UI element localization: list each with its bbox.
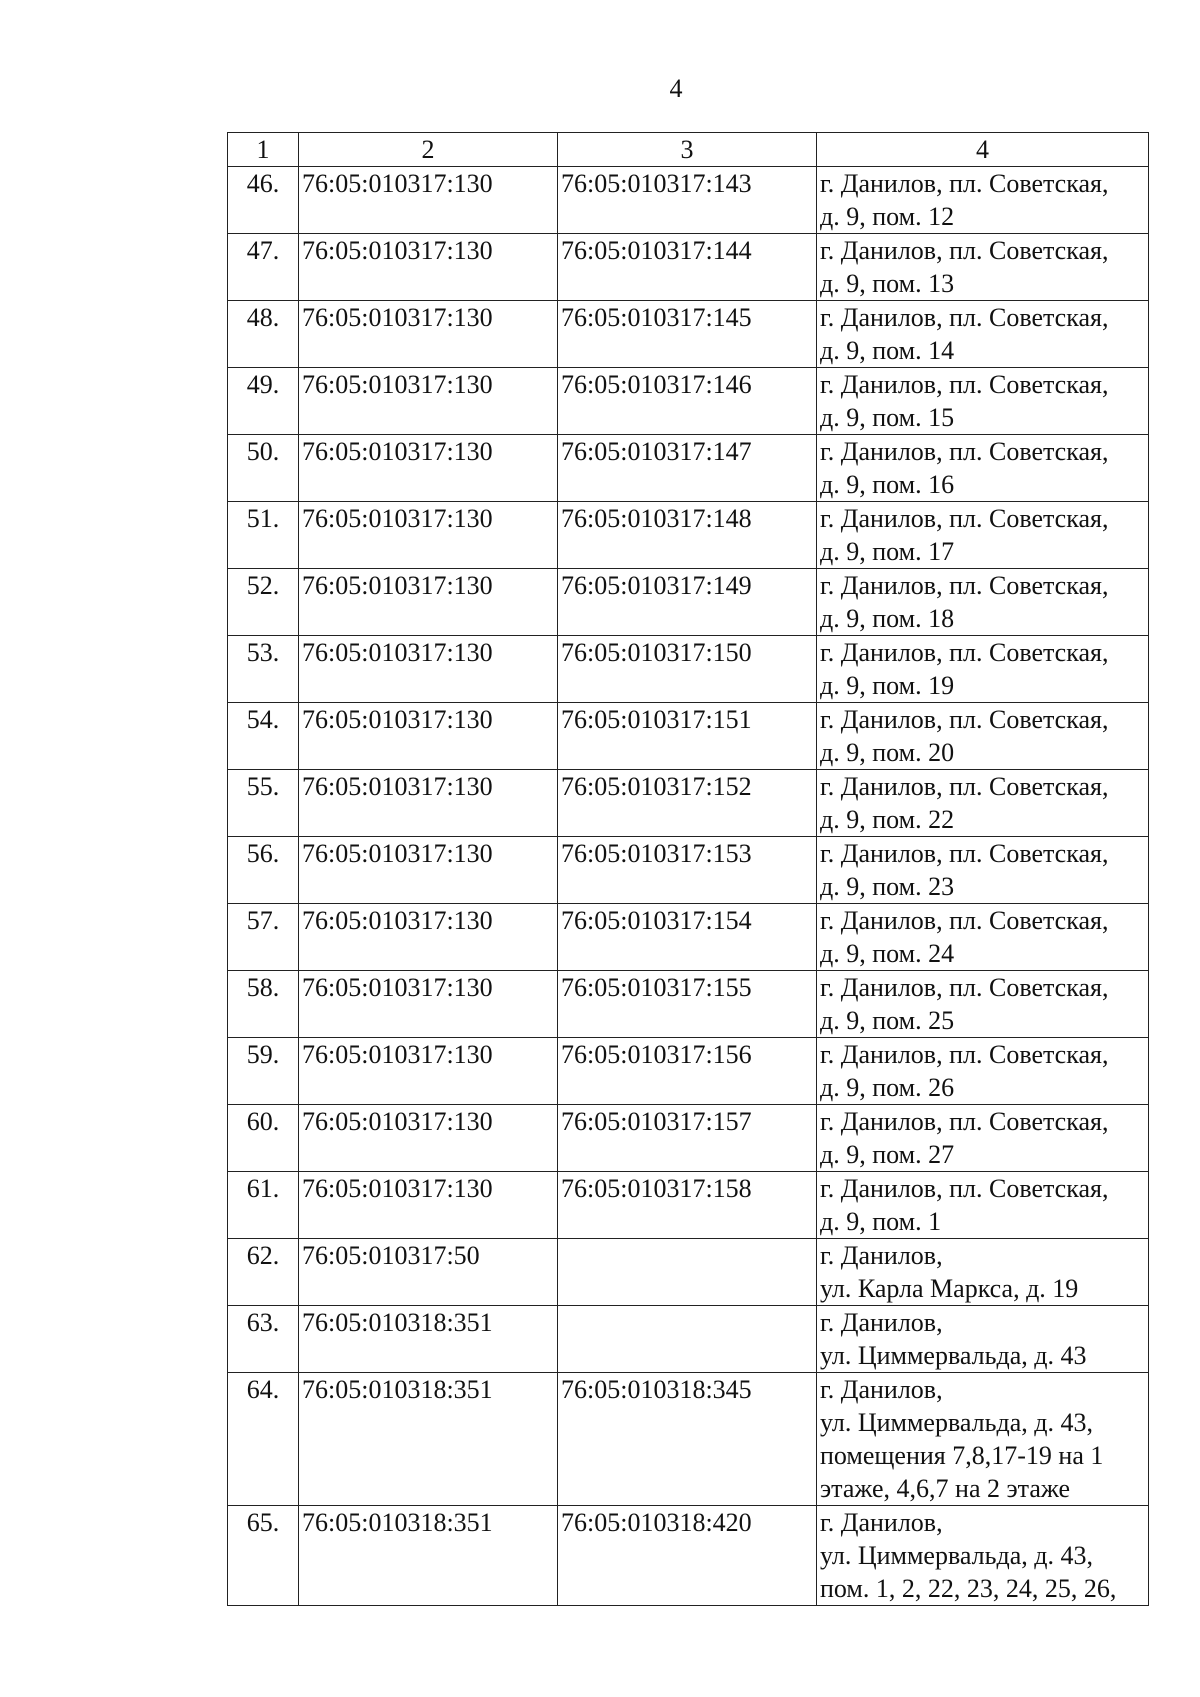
cadastral-number-cell: 76:05:010317:130	[299, 368, 558, 435]
row-number-cell: 60.	[228, 1105, 299, 1172]
table-row	[228, 502, 1149, 569]
cadastral-number-cell: 76:05:010317:130	[299, 569, 558, 636]
address-line: д. 9, пом. 25	[820, 1006, 955, 1035]
premises-cadastral-number-cell: 76:05:010317:148	[558, 502, 817, 569]
row-number-cell: 53.	[228, 636, 299, 703]
address-line: г. Данилов,	[820, 1241, 943, 1270]
address-cell	[817, 770, 1149, 837]
address-line: пом. 1, 2, 22, 23, 24, 25, 26,	[820, 1574, 1117, 1603]
address-line: д. 9, пом. 14	[820, 336, 955, 365]
premises-cadastral-number-cell: 76:05:010317:158	[558, 1172, 817, 1239]
premises-cadastral-number-cell: 76:05:010317:155	[558, 971, 817, 1038]
table-row	[228, 1239, 1149, 1306]
address-line: г. Данилов, пл. Советская,	[820, 236, 1109, 265]
address-cell	[817, 435, 1149, 502]
cadastral-number-cell: 76:05:010317:130	[299, 502, 558, 569]
cadastral-number-cell: 76:05:010317:130	[299, 904, 558, 971]
cadastral-number-cell: 76:05:010318:351	[299, 1306, 558, 1373]
address-line: г. Данилов, пл. Советская,	[820, 1107, 1109, 1136]
table-row	[228, 837, 1149, 904]
address-line: помещения 7,8,17-19 на 1	[820, 1441, 1104, 1470]
address-line: д. 9, пом. 23	[820, 872, 955, 901]
table-row	[228, 301, 1149, 368]
address-line: г. Данилов, пл. Советская,	[820, 839, 1109, 868]
table-row	[228, 1105, 1149, 1172]
address-line: г. Данилов, пл. Советская,	[820, 169, 1109, 198]
row-number-cell: 54.	[228, 703, 299, 770]
table-row	[228, 1172, 1149, 1239]
page-number: 4	[669, 74, 683, 103]
premises-cadastral-number-cell: 76:05:010317:157	[558, 1105, 817, 1172]
cadastral-number-cell: 76:05:010317:130	[299, 971, 558, 1038]
table-row	[228, 1506, 1149, 1606]
cadastral-number-cell: 76:05:010317:130	[299, 703, 558, 770]
address-line: д. 9, пом. 12	[820, 202, 955, 231]
address-line: д. 9, пом. 24	[820, 939, 955, 968]
row-number-cell: 46.	[228, 167, 299, 234]
address-line: г. Данилов, пл. Советская,	[820, 437, 1109, 466]
address-line: ул. Карла Маркса, д. 19	[820, 1274, 1079, 1303]
address-line: д. 9, пом. 26	[820, 1073, 955, 1102]
address-line: д. 9, пом. 22	[820, 805, 955, 834]
cadastral-number-cell: 76:05:010317:130	[299, 435, 558, 502]
address-line: ул. Циммервальда, д. 43,	[820, 1408, 1093, 1437]
table-row	[228, 167, 1149, 234]
address-cell	[817, 636, 1149, 703]
address-line: д. 9, пом. 16	[820, 470, 955, 499]
address-line: г. Данилов, пл. Советская,	[820, 571, 1109, 600]
cadastral-number-cell: 76:05:010318:351	[299, 1373, 558, 1506]
cadastral-number-cell: 76:05:010317:130	[299, 770, 558, 837]
header-cell-3: 3	[558, 133, 817, 167]
address-cell	[817, 1038, 1149, 1105]
row-number-cell: 61.	[228, 1172, 299, 1239]
table-row	[228, 770, 1149, 837]
address-line: д. 9, пом. 19	[820, 671, 955, 700]
premises-cadastral-number-cell: 76:05:010317:144	[558, 234, 817, 301]
address-cell	[817, 971, 1149, 1038]
row-number-cell: 48.	[228, 301, 299, 368]
header-cell-1: 1	[228, 133, 299, 167]
address-line: г. Данилов, пл. Советская,	[820, 1040, 1109, 1069]
cadastral-number-cell: 76:05:010317:130	[299, 167, 558, 234]
premises-cadastral-number-cell	[558, 1306, 817, 1373]
row-number-cell: 65.	[228, 1506, 299, 1606]
premises-cadastral-number-cell: 76:05:010317:152	[558, 770, 817, 837]
premises-cadastral-number-cell: 76:05:010317:156	[558, 1038, 817, 1105]
address-cell	[817, 904, 1149, 971]
address-line: г. Данилов, пл. Советская,	[820, 638, 1109, 667]
premises-cadastral-number-cell: 76:05:010317:154	[558, 904, 817, 971]
premises-cadastral-number-cell: 76:05:010317:145	[558, 301, 817, 368]
address-cell	[817, 234, 1149, 301]
table-row	[228, 569, 1149, 636]
header-cell-4: 4	[817, 133, 1149, 167]
address-cell	[817, 502, 1149, 569]
row-number-cell: 59.	[228, 1038, 299, 1105]
address-line: ул. Циммервальда, д. 43,	[820, 1541, 1093, 1570]
address-cell	[817, 569, 1149, 636]
address-cell	[817, 837, 1149, 904]
table-row	[228, 703, 1149, 770]
row-number-cell: 57.	[228, 904, 299, 971]
table-row	[228, 368, 1149, 435]
cadastral-number-cell: 76:05:010317:130	[299, 636, 558, 703]
premises-cadastral-number-cell: 76:05:010317:150	[558, 636, 817, 703]
row-number-cell: 62.	[228, 1239, 299, 1306]
row-number-cell: 56.	[228, 837, 299, 904]
cadastral-number-cell: 76:05:010317:130	[299, 1105, 558, 1172]
premises-cadastral-number-cell: 76:05:010317:147	[558, 435, 817, 502]
cadastral-number-cell: 76:05:010317:130	[299, 837, 558, 904]
address-line: г. Данилов, пл. Советская,	[820, 303, 1109, 332]
row-number-cell: 64.	[228, 1373, 299, 1506]
address-line: д. 9, пом. 27	[820, 1140, 955, 1169]
cadastral-number-cell: 76:05:010318:351	[299, 1506, 558, 1606]
address-line: г. Данилов,	[820, 1508, 943, 1537]
premises-cadastral-number-cell: 76:05:010318:420	[558, 1506, 817, 1606]
premises-cadastral-number-cell: 76:05:010317:153	[558, 837, 817, 904]
cadastral-number-cell: 76:05:010317:130	[299, 1172, 558, 1239]
address-cell	[817, 1172, 1149, 1239]
row-number-cell: 51.	[228, 502, 299, 569]
address-line: д. 9, пом. 13	[820, 269, 955, 298]
table-row	[228, 1373, 1149, 1506]
header-row	[228, 133, 1149, 167]
address-cell	[817, 1506, 1149, 1606]
address-line: д. 9, пом. 1	[820, 1207, 942, 1236]
address-line: г. Данилов, пл. Советская,	[820, 973, 1109, 1002]
table-row	[228, 234, 1149, 301]
address-line: г. Данилов, пл. Советская,	[820, 772, 1109, 801]
table-row	[228, 1038, 1149, 1105]
row-number-cell: 47.	[228, 234, 299, 301]
address-line: г. Данилов,	[820, 1308, 943, 1337]
table-row	[228, 904, 1149, 971]
cadastral-number-cell: 76:05:010317:130	[299, 1038, 558, 1105]
registry-table	[227, 132, 1149, 1606]
address-line: г. Данилов, пл. Советская,	[820, 705, 1109, 734]
premises-cadastral-number-cell: 76:05:010317:143	[558, 167, 817, 234]
address-line: г. Данилов, пл. Советская,	[820, 370, 1109, 399]
header-cell-2: 2	[299, 133, 558, 167]
premises-cadastral-number-cell: 76:05:010317:146	[558, 368, 817, 435]
premises-cadastral-number-cell: 76:05:010317:151	[558, 703, 817, 770]
address-cell	[817, 301, 1149, 368]
table-row	[228, 971, 1149, 1038]
address-line: д. 9, пом. 15	[820, 403, 955, 432]
address-line: г. Данилов, пл. Советская,	[820, 1174, 1109, 1203]
address-cell	[817, 1306, 1149, 1373]
premises-cadastral-number-cell	[558, 1239, 817, 1306]
address-line: ул. Циммервальда, д. 43	[820, 1341, 1087, 1370]
cadastral-number-cell: 76:05:010317:130	[299, 234, 558, 301]
row-number-cell: 49.	[228, 368, 299, 435]
row-number-cell: 63.	[228, 1306, 299, 1373]
cadastral-number-cell: 76:05:010317:50	[299, 1239, 558, 1306]
address-cell	[817, 1239, 1149, 1306]
address-cell	[817, 703, 1149, 770]
row-number-cell: 58.	[228, 971, 299, 1038]
address-line: этаже, 4,6,7 на 2 этаже	[820, 1474, 1071, 1503]
table-row	[228, 636, 1149, 703]
table-row	[228, 1306, 1149, 1373]
premises-cadastral-number-cell: 76:05:010317:149	[558, 569, 817, 636]
cadastral-number-cell: 76:05:010317:130	[299, 301, 558, 368]
row-number-cell: 55.	[228, 770, 299, 837]
address-line: г. Данилов,	[820, 1375, 943, 1404]
address-line: г. Данилов, пл. Советская,	[820, 906, 1109, 935]
row-number-cell: 50.	[228, 435, 299, 502]
address-line: г. Данилов, пл. Советская,	[820, 504, 1109, 533]
row-number-cell: 52.	[228, 569, 299, 636]
address-line: д. 9, пом. 18	[820, 604, 955, 633]
premises-cadastral-number-cell: 76:05:010318:345	[558, 1373, 817, 1506]
address-cell	[817, 167, 1149, 234]
table-row	[228, 435, 1149, 502]
address-cell	[817, 1105, 1149, 1172]
address-line: д. 9, пом. 17	[820, 537, 955, 566]
table-body	[228, 167, 1149, 1606]
address-cell	[817, 368, 1149, 435]
address-line: д. 9, пом. 20	[820, 738, 955, 767]
address-cell	[817, 1373, 1149, 1506]
